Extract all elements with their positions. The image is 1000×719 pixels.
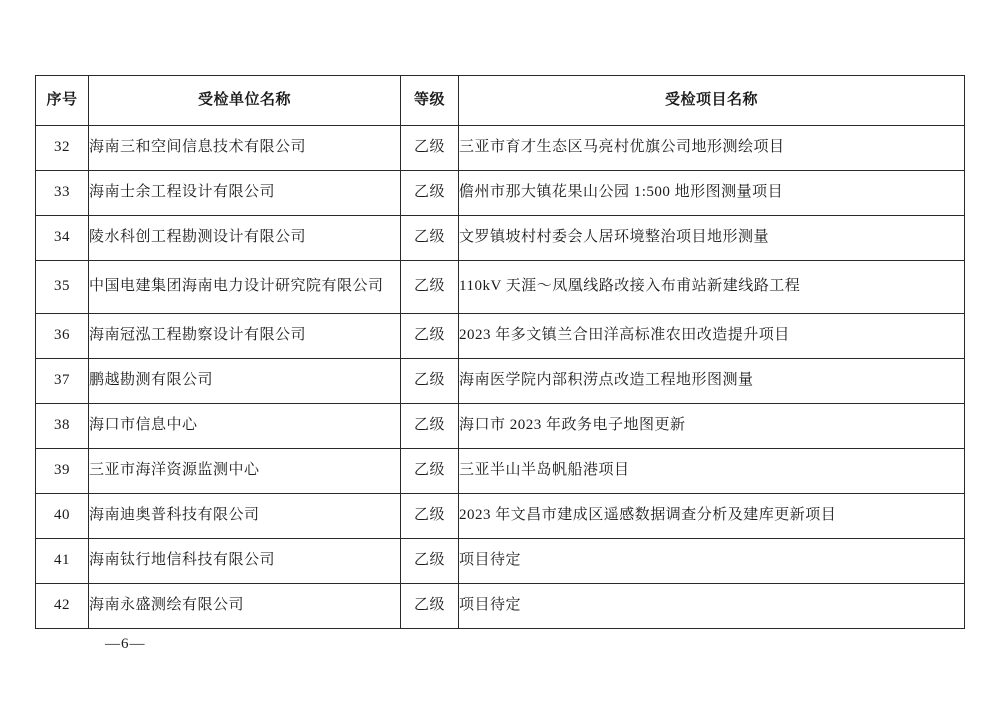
- cell-project-name: 三亚半山半岛帆船港项目: [459, 449, 965, 494]
- cell-serial: 38: [36, 404, 89, 449]
- cell-grade: 乙级: [401, 404, 459, 449]
- cell-project-name: 海南医学院内部积涝点改造工程地形图测量: [459, 359, 965, 404]
- inspection-table: [35, 75, 965, 629]
- cell-project-name: 项目待定: [459, 584, 965, 629]
- table-row: [36, 449, 965, 494]
- cell-project-name: 项目待定: [459, 539, 965, 584]
- cell-grade: 乙级: [401, 359, 459, 404]
- table-row: [36, 494, 965, 539]
- cell-serial: 32: [36, 126, 89, 171]
- cell-serial: 41: [36, 539, 89, 584]
- table-row: [36, 171, 965, 216]
- cell-grade: 乙级: [401, 126, 459, 171]
- table-row: [36, 359, 965, 404]
- cell-unit-name: 中国电建集团海南电力设计研究院有限公司: [89, 261, 401, 314]
- cell-grade: 乙级: [401, 449, 459, 494]
- page-number: —6—: [105, 636, 146, 652]
- cell-serial: 35: [36, 261, 89, 314]
- table-row: [36, 216, 965, 261]
- table-row: [36, 404, 965, 449]
- cell-serial: 34: [36, 216, 89, 261]
- cell-unit-name: 海南三和空间信息技术有限公司: [89, 126, 401, 171]
- cell-serial: 40: [36, 494, 89, 539]
- cell-project-name: 文罗镇坡村村委会人居环境整治项目地形测量: [459, 216, 965, 261]
- cell-unit-name: 三亚市海洋资源监测中心: [89, 449, 401, 494]
- cell-grade: 乙级: [401, 539, 459, 584]
- cell-serial: 36: [36, 314, 89, 359]
- cell-serial: 39: [36, 449, 89, 494]
- cell-unit-name: 海南迪奥普科技有限公司: [89, 494, 401, 539]
- cell-grade: 乙级: [401, 494, 459, 539]
- table-row: [36, 314, 965, 359]
- cell-project-name: 三亚市育才生态区马亮村优旗公司地形测绘项目: [459, 126, 965, 171]
- cell-grade: 乙级: [401, 314, 459, 359]
- cell-unit-name: 海南冠泓工程勘察设计有限公司: [89, 314, 401, 359]
- cell-grade: 乙级: [401, 261, 459, 314]
- cell-grade: 乙级: [401, 171, 459, 216]
- column-header-project-name: 受检项目名称: [459, 76, 965, 126]
- cell-project-name: 110kV 天涯～凤凰线路改接入布甫站新建线路工程: [459, 261, 965, 314]
- table-row: [36, 539, 965, 584]
- cell-unit-name: 海南钛行地信科技有限公司: [89, 539, 401, 584]
- table-row: [36, 261, 965, 314]
- cell-serial: 33: [36, 171, 89, 216]
- column-header-grade: 等级: [401, 76, 459, 126]
- table-header-row: [36, 76, 965, 126]
- cell-unit-name: 陵水科创工程勘测设计有限公司: [89, 216, 401, 261]
- cell-unit-name: 海口市信息中心: [89, 404, 401, 449]
- table-row: [36, 584, 965, 629]
- column-header-serial: 序号: [36, 76, 89, 126]
- cell-unit-name: 鹏越勘测有限公司: [89, 359, 401, 404]
- column-header-unit-name: 受检单位名称: [89, 76, 401, 126]
- cell-project-name: 海口市 2023 年政务电子地图更新: [459, 404, 965, 449]
- cell-serial: 42: [36, 584, 89, 629]
- cell-project-name: 儋州市那大镇花果山公园 1:500 地形图测量项目: [459, 171, 965, 216]
- cell-project-name: 2023 年多文镇兰合田洋高标准农田改造提升项目: [459, 314, 965, 359]
- cell-project-name: 2023 年文昌市建成区遥感数据调查分析及建库更新项目: [459, 494, 965, 539]
- cell-grade: 乙级: [401, 584, 459, 629]
- cell-unit-name: 海南士余工程设计有限公司: [89, 171, 401, 216]
- cell-unit-name: 海南永盛测绘有限公司: [89, 584, 401, 629]
- table-row: [36, 126, 965, 171]
- cell-grade: 乙级: [401, 216, 459, 261]
- cell-serial: 37: [36, 359, 89, 404]
